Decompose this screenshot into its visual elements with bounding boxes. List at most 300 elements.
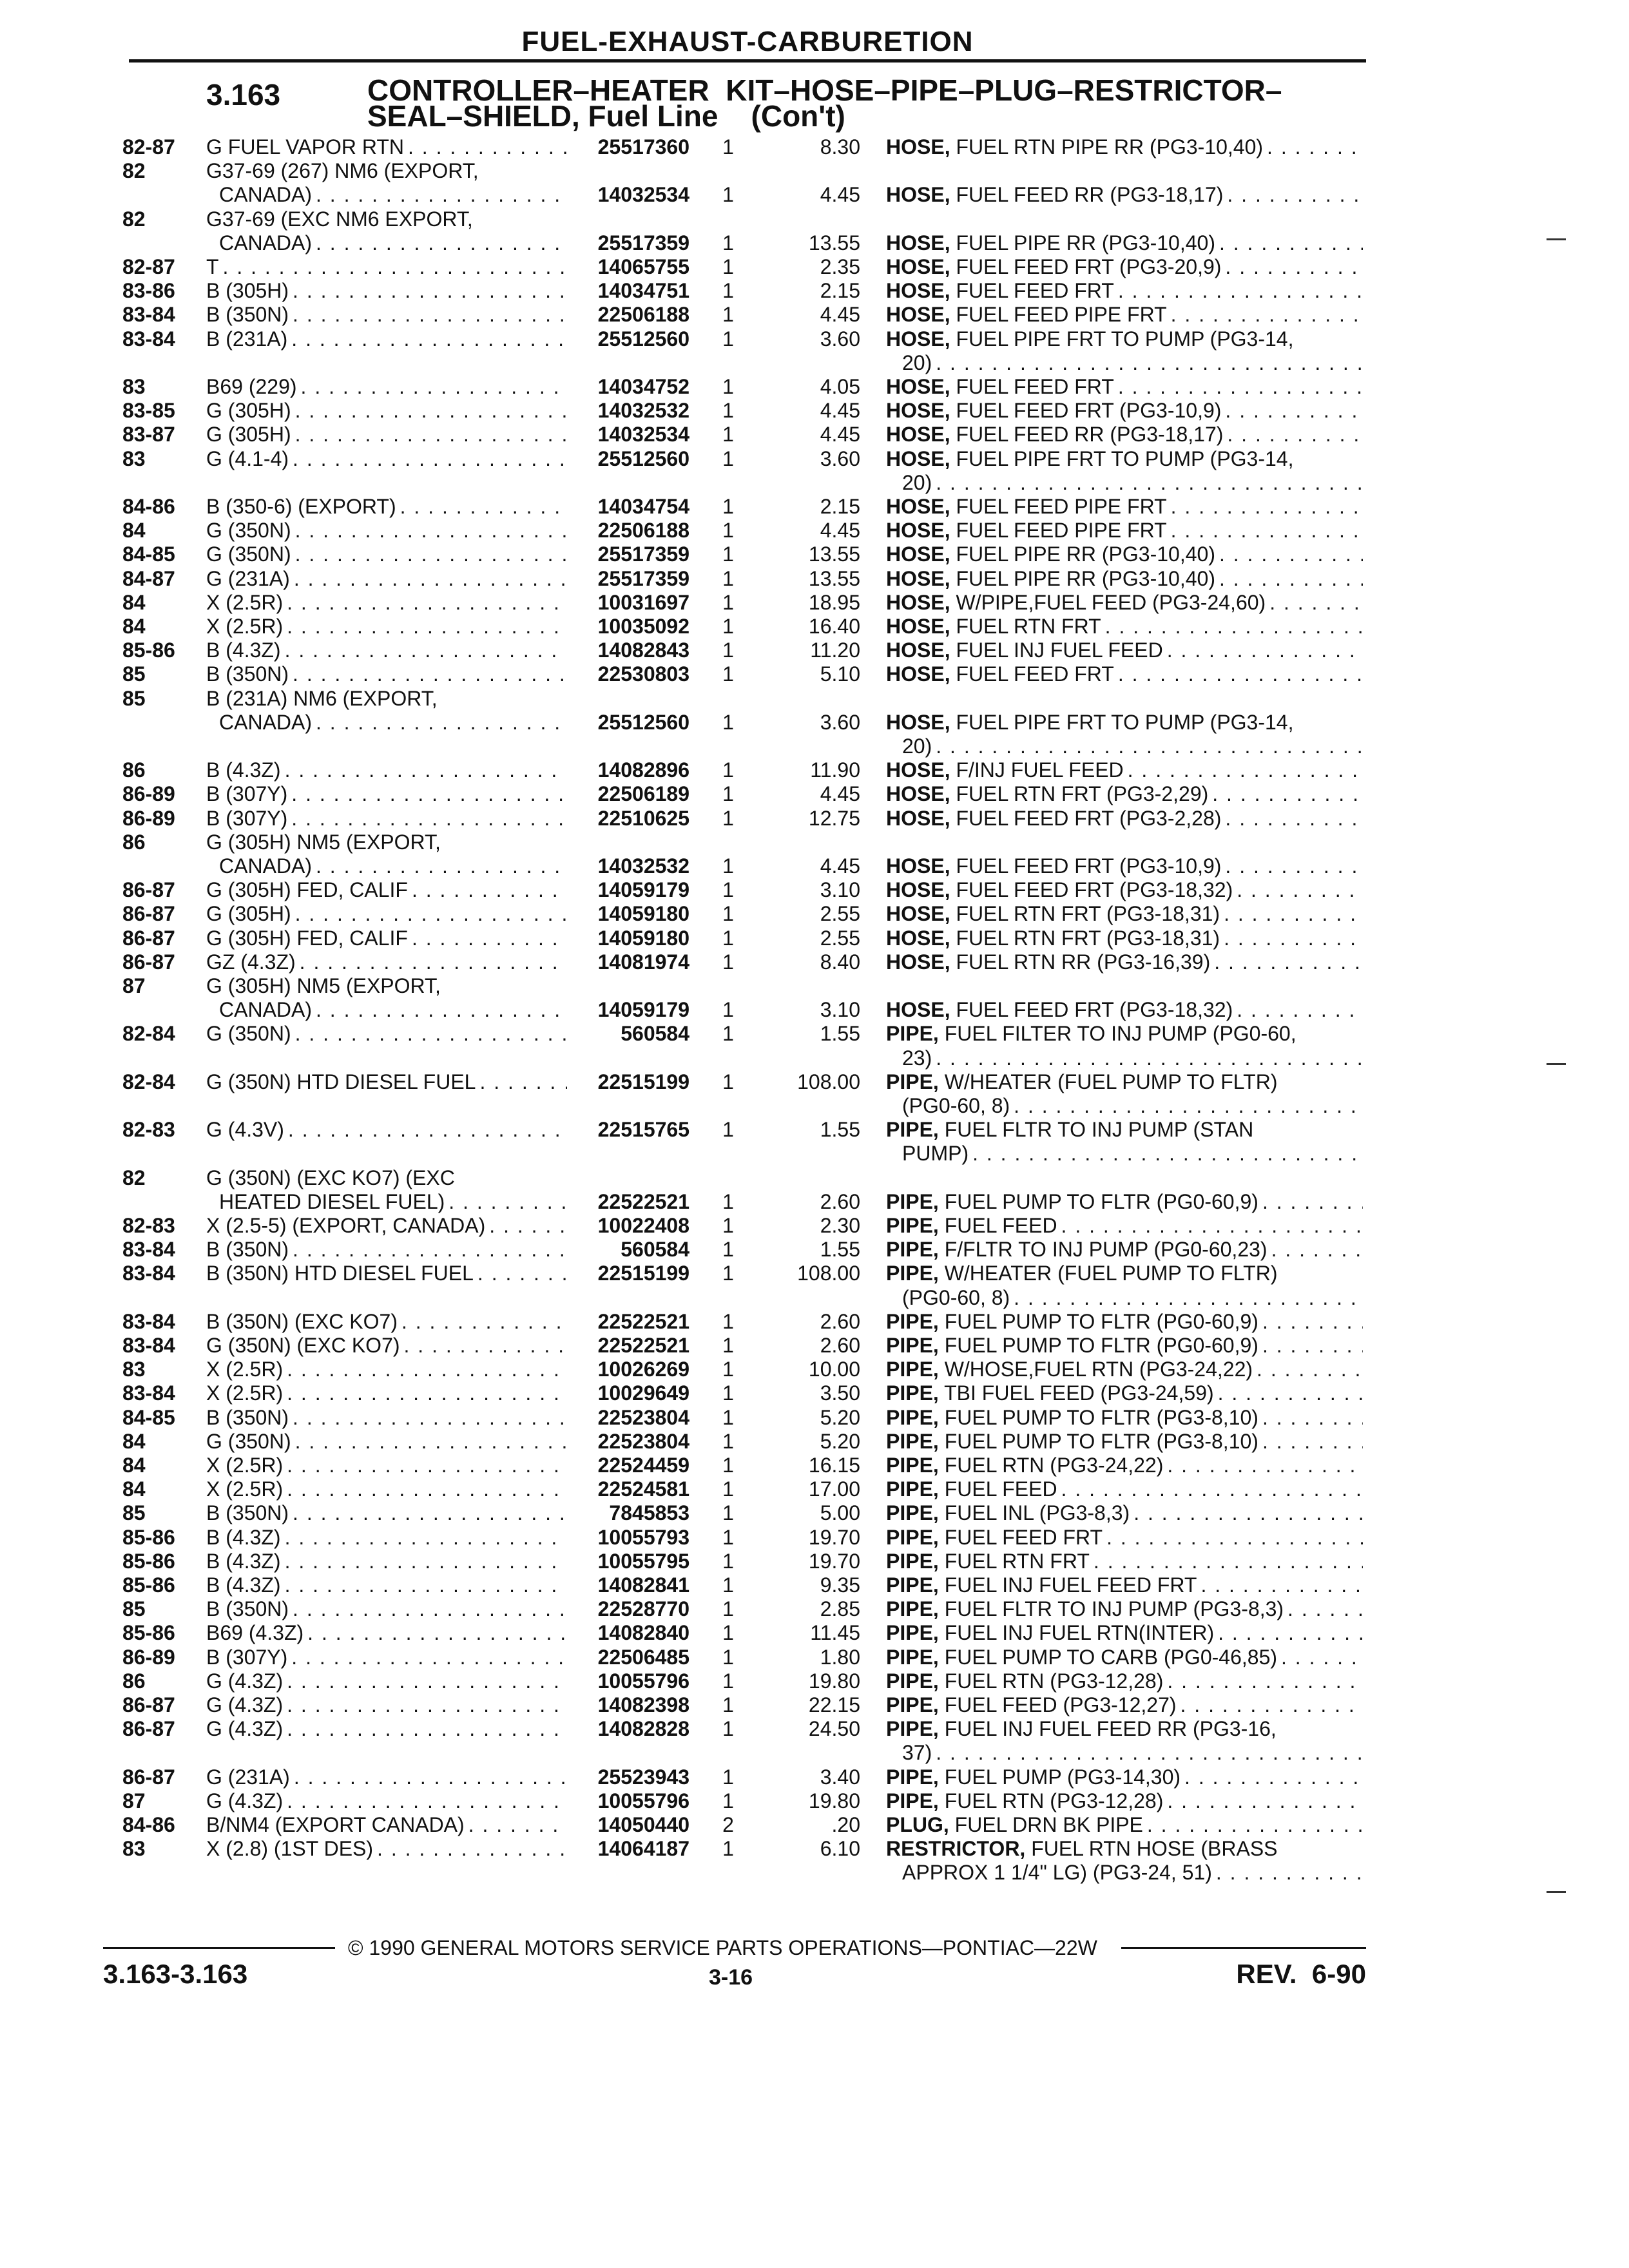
part-name [886,1190,1363,1214]
leader-dots [1297,327,1363,351]
part-number: 14082843 [597,639,689,662]
part-name-text [886,662,1118,686]
table-row [0,831,1629,854]
part-name-keyword: HOSE, [886,255,950,278]
part-name-detail: FUEL FEED [938,1477,1057,1501]
footer-copyright: © 1990 GENERAL MOTORS SERVICE PARTS OPERATIONS—PONTIAC—22W [348,1936,1097,1959]
part-name-text [886,279,1118,303]
price: 11.20 [810,639,860,662]
leader-dots [293,303,567,327]
table-row [0,375,1629,399]
section-title-line-1: CONTROLLER–HEATER KIT–HOSE–PIPE–PLUG–RESTRICTOR– [367,73,1282,107]
model-year: 86 [122,1669,146,1693]
part-number: 22522521 [597,1334,689,1357]
quantity: 1 [722,1405,734,1429]
table-row [0,1765,1629,1789]
part-name [886,183,1363,207]
leader-dots [285,1526,567,1550]
leader-dots [1225,807,1363,831]
part-name-detail: FUEL FEED FRT (PG3-10,9) [950,399,1222,423]
quantity: 1 [722,279,734,303]
table-row [0,567,1629,591]
part-name-detail: FUEL PUMP TO FLTR (PG0-60,9) [938,1189,1258,1213]
leader-dots [1214,950,1363,974]
part-name [886,1454,1363,1477]
application-description [206,1621,567,1645]
table-row [0,1669,1629,1693]
table-row [0,1741,1629,1765]
part-name-keyword: PIPE, [886,1501,939,1525]
part-name-detail: FUEL PUMP TO FLTR (PG0-60,9) [938,1334,1258,1357]
application-text: X (2.5-5) (EXPORT, CANADA) [206,1214,486,1237]
leader-dots [293,447,567,471]
part-name [886,423,1363,447]
application-description [206,399,567,423]
part-number: 22515199 [597,1070,689,1093]
price: 3.10 [820,998,860,1022]
leader-dots [1262,1406,1363,1430]
part-name [886,495,1363,519]
quantity: 1 [722,1309,734,1333]
part-name [886,1765,1363,1789]
application-description [206,758,567,782]
part-number: 22515199 [597,1262,689,1285]
model-year: 85-86 [122,1525,175,1549]
application-text: B (4.3Z) [206,1573,281,1597]
application-description [206,591,567,615]
application-text: G (350N) (EXC KO7) (EXC [206,1166,455,1189]
leader-dots [1300,1022,1363,1046]
leader-dots [287,1717,567,1741]
application-description [206,927,567,950]
model-year: 84-85 [122,543,175,566]
table-row [0,1789,1629,1813]
application-text: X (2.8) (1ST DES) [206,1837,374,1861]
part-name-detail: FUEL FEED FRT [950,662,1114,686]
application-text: X (2.5R) [206,590,284,614]
application-text: G37-69 (EXC NM6 EXPORT, [206,207,473,231]
application-text: G (350N) [206,1022,291,1046]
part-name-detail: FUEL RTN HOSE (BRASS [1025,1837,1278,1861]
leader-dots [287,1669,567,1693]
part-number: 10055796 [597,1669,689,1693]
part-name-detail: FUEL RTN RR (PG3-16,39) [950,950,1211,974]
part-name-keyword: PIPE, [886,1022,939,1046]
application-text: B69 (229) [206,375,297,398]
table-row [0,854,1629,878]
margin-mark [1547,1891,1566,1893]
part-name-detail: FUEL FEED PIPE FRT [950,495,1167,518]
price: 3.60 [820,710,860,734]
price: 11.90 [810,758,860,782]
page-title: FUEL-EXHAUST-CARBURETION [521,26,974,57]
leader-dots [377,1837,567,1861]
price: 2.85 [820,1597,860,1621]
part-name [886,1310,1363,1334]
application-description [206,902,567,926]
part-name-detail: W/HEATER (FUEL PUMP TO FLTR) [938,1262,1278,1285]
model-year: 82-83 [122,1118,175,1142]
part-name-text [886,1501,1133,1525]
leader-dots [1118,375,1363,399]
quantity: 1 [722,399,734,423]
model-year: 83 [122,447,146,470]
model-year: 83-84 [122,1309,175,1333]
part-name [886,639,1363,662]
table-row [0,1334,1629,1358]
part-number: 25523943 [597,1765,689,1789]
application-text: G (4.1-4) [206,447,289,470]
part-name-text [886,1358,1257,1381]
part-name-detail: FUEL PIPE RR (PG3-10,40) [950,543,1215,566]
part-number: 22523804 [597,1429,689,1453]
leader-dots [223,255,567,279]
model-year: 84 [122,519,146,543]
quantity: 1 [722,1669,734,1693]
part-name-detail: FUEL FEED FRT (PG3-20,9) [950,255,1222,278]
price: 4.45 [820,423,860,447]
quantity: 1 [722,1358,734,1381]
part-number: 22506189 [597,782,689,806]
part-name [886,255,1363,279]
margin-mark [1547,1063,1566,1065]
quantity: 2 [722,1813,734,1836]
part-name-keyword: HOSE, [886,447,950,470]
quantity: 1 [722,590,734,614]
leader-dots [285,1573,567,1597]
leader-dots [408,135,567,159]
part-name-text [886,327,1297,351]
table-row [0,1406,1629,1430]
quantity: 1 [722,1789,734,1812]
part-name-detail: FUEL RTN (PG3-12,28) [938,1789,1164,1812]
part-name-keyword: HOSE, [886,639,950,662]
part-number: 22506188 [597,519,689,543]
model-year: 82-87 [122,135,175,159]
table-row [0,1526,1629,1550]
quantity: 1 [722,1118,734,1142]
part-name-keyword: PIPE, [886,1118,939,1142]
part-name [886,1381,1363,1405]
quantity: 1 [722,303,734,327]
part-name [886,1022,1363,1046]
application-description [206,1646,567,1669]
part-name-continuation-text: 20) [902,351,932,374]
part-name-text [886,1597,1287,1621]
part-name-detail: W/HEATER (FUEL PUMP TO FLTR) [938,1070,1278,1093]
table-row [0,519,1629,543]
table-row [0,1190,1629,1214]
leader-dots [1225,399,1363,423]
model-year: 86-87 [122,1765,175,1789]
table-row [0,1621,1629,1645]
application-description [206,1597,567,1621]
table-row [0,711,1629,735]
application-description [206,1310,567,1334]
leader-dots [1297,711,1363,735]
application-description [219,711,567,735]
quantity: 1 [722,327,734,351]
part-name-text [886,1837,1282,1861]
part-number: 25517359 [597,543,689,566]
application-description [206,831,567,854]
leader-dots [1262,1430,1363,1454]
application-text: G (350N) HTD DIESEL FUEL [206,1070,476,1093]
leader-dots [1227,423,1363,447]
quantity: 1 [722,231,734,255]
application-description [206,1166,567,1190]
part-number: 22510625 [597,806,689,830]
part-name-text [886,231,1219,255]
part-name-text [886,927,1224,950]
quantity: 1 [722,255,734,278]
part-name-detail: FUEL FEED PIPE FRT [950,519,1167,543]
model-year: 82-83 [122,1214,175,1237]
application-text: B (350N) [206,1501,289,1525]
part-name-detail: FUEL FEED RR (PG3-18,17) [950,183,1224,207]
table-row [0,687,1629,711]
price: 5.20 [820,1405,860,1429]
part-name-keyword: HOSE, [886,543,950,566]
application-description [206,1238,567,1262]
quantity: 1 [722,639,734,662]
model-year: 86-87 [122,1693,175,1716]
table-row [0,1214,1629,1238]
quantity: 1 [722,447,734,470]
part-name [886,135,1363,159]
part-number: 22523804 [597,1405,689,1429]
leader-dots [1224,902,1363,926]
part-name-text [886,567,1219,591]
part-name-text [886,183,1227,207]
quantity: 1 [722,1573,734,1597]
model-year: 83-87 [122,423,175,447]
leader-dots [1200,1573,1363,1597]
application-description [206,1381,567,1405]
part-name-text [886,711,1297,735]
table-row [0,1142,1629,1166]
model-year: 82-87 [122,255,175,278]
part-number: 14034752 [597,375,689,398]
part-name-text [886,423,1227,447]
part-name [886,1406,1363,1430]
price: 3.60 [820,447,860,470]
application-text: B (4.3Z) [206,639,281,662]
part-name-text [886,519,1171,543]
part-name [886,782,1363,806]
part-name-continuation [902,1741,1363,1765]
price: 3.10 [820,878,860,902]
leader-dots [1106,1526,1363,1550]
price: 13.55 [808,566,860,590]
part-name [886,375,1363,399]
part-number: 22506188 [597,303,689,327]
model-year: 86-89 [122,806,175,830]
application-description [206,1813,567,1837]
application-text: G (4.3Z) [206,1669,284,1693]
part-name-detail: W/PIPE,FUEL FEED (PG3-24,60) [950,590,1266,614]
leader-dots [287,1789,567,1813]
leader-dots [1224,927,1363,950]
part-number: 7845853 [609,1501,689,1525]
application-text: B69 (4.3Z) [206,1621,304,1645]
part-name [886,399,1363,423]
leader-dots [489,1214,567,1238]
quantity: 1 [722,1262,734,1285]
application-description [206,567,567,591]
part-name-keyword: HOSE, [886,303,950,327]
leader-dots [300,950,567,974]
part-name-continuation [902,735,1363,758]
part-name-detail: W/HOSE,FUEL RTN (PG3-24,22) [938,1358,1253,1381]
part-name-detail: FUEL FEED [938,1214,1057,1237]
part-name-keyword: PLUG, [886,1813,949,1836]
part-name-continuation-text: PUMP) [902,1142,969,1166]
part-name [886,1669,1363,1693]
part-name-text [886,854,1225,878]
application-text: B (231A) NM6 (EXPORT, [206,686,438,710]
part-number: 14034751 [597,279,689,303]
model-year: 85-86 [122,1621,175,1645]
quantity: 1 [722,902,734,926]
application-description [206,1693,567,1717]
part-name-detail: FUEL PIPE FRT TO PUMP (PG3-14, [950,447,1294,470]
application-description [206,878,567,902]
application-text: G (305H) NM5 (EXPORT, [206,830,441,854]
footer-rule-left [103,1947,335,1949]
part-name-text [886,1310,1262,1334]
quantity: 1 [722,1621,734,1645]
part-name-detail: FUEL DRN BK PIPE [949,1813,1143,1836]
application-text: G FUEL VAPOR RTN [206,135,405,159]
price: 108.00 [797,1070,860,1093]
price: 2.35 [820,255,860,278]
leader-dots [307,1621,567,1645]
table-row [0,159,1629,183]
part-number: 25512560 [597,710,689,734]
part-number: 14032532 [597,854,689,878]
leader-dots [936,735,1363,758]
leader-dots [295,543,567,566]
application-text: G (305H) [206,399,291,423]
leader-dots [1225,255,1363,279]
table-row [0,423,1629,447]
price: 5.10 [820,662,860,686]
part-name-text [886,1334,1262,1358]
price: 108.00 [797,1262,860,1285]
part-name-text [886,1813,1147,1837]
quantity: 1 [722,998,734,1022]
part-number: 25517360 [597,135,689,159]
part-name [886,662,1363,686]
table-row [0,615,1629,639]
quantity: 1 [722,1070,734,1093]
leader-dots [294,567,567,591]
part-name [886,1646,1363,1669]
part-name [886,854,1363,878]
part-name-detail: F/INJ FUEL FEED [950,758,1124,782]
part-name-continuation-text: (PG0-60, 8) [902,1094,1010,1117]
price: 2.60 [820,1309,860,1333]
quantity: 1 [722,1525,734,1549]
part-name-keyword: HOSE, [886,135,950,159]
part-name-detail: FUEL FEED FRT [938,1525,1103,1549]
leader-dots [1257,1118,1363,1142]
price: 4.45 [820,303,860,327]
part-name-detail: FUEL FEED RR (PG3-18,17) [950,423,1224,447]
part-name [886,615,1363,639]
leader-dots [1014,1286,1363,1310]
part-name-detail: FUEL PIPE FRT TO PUMP (PG3-14, [950,327,1294,351]
price: 4.05 [820,375,860,398]
model-year: 86-87 [122,926,175,950]
part-name-text [886,1477,1061,1501]
leader-dots [287,1381,567,1405]
leader-dots [1257,1358,1363,1381]
price: 5.20 [820,1429,860,1453]
price: 19.80 [808,1789,860,1812]
part-name-detail: FUEL FEED FRT (PG3-18,32) [950,998,1233,1022]
part-name-detail: FUEL INL (PG3-8,3) [938,1501,1130,1525]
price: 18.95 [808,590,860,614]
model-year: 86-87 [122,1717,175,1741]
price: 2.55 [820,926,860,950]
leader-dots [295,902,567,926]
leader-dots [287,1454,567,1477]
application-text: G (305H) [206,902,291,926]
section-title-line-2: SEAL–SHIELD, Fuel Line (Con't) [367,99,845,133]
quantity: 1 [722,1189,734,1213]
part-number: 14032532 [597,399,689,423]
part-name [886,902,1363,926]
part-name-keyword: PIPE, [886,1189,939,1213]
price: 6.10 [820,1837,860,1861]
leader-dots [1237,998,1363,1022]
part-name-keyword: HOSE, [886,423,950,447]
quantity: 1 [722,878,734,902]
part-name [886,1693,1363,1717]
price: 16.15 [808,1454,860,1477]
part-name [886,591,1363,615]
application-description [219,998,567,1022]
part-name-detail: FUEL PUMP (PG3-14,30) [938,1765,1181,1789]
part-name-keyword: PIPE, [886,1262,939,1285]
part-name [886,519,1363,543]
table-row [0,279,1629,303]
part-name-continuation-text: 37) [902,1741,932,1765]
application-text: G (4.3Z) [206,1717,284,1741]
leader-dots [412,927,567,950]
part-name-continuation-text: APPROX 1 1/4" LG) (PG3-24, 51) [902,1861,1212,1885]
part-name-keyword: PIPE, [886,1645,939,1669]
application-text: B/NM4 (EXPORT CANADA) [206,1813,465,1836]
quantity: 1 [722,854,734,878]
application-text: B (307Y) [206,1645,288,1669]
part-number: 10055795 [597,1549,689,1573]
application-description [206,207,567,231]
part-number: 14034754 [597,495,689,518]
quantity: 1 [722,1837,734,1861]
model-year: 86-87 [122,950,175,974]
table-row [0,998,1629,1022]
part-number: 22522521 [597,1189,689,1213]
part-name-detail: FUEL RTN (PG3-12,28) [938,1669,1164,1693]
leader-dots [1216,1861,1363,1885]
part-name-detail: FUEL RTN FRT [950,615,1101,638]
table-row [0,231,1629,255]
price: 1.55 [820,1118,860,1142]
model-year: 82 [122,1166,146,1189]
